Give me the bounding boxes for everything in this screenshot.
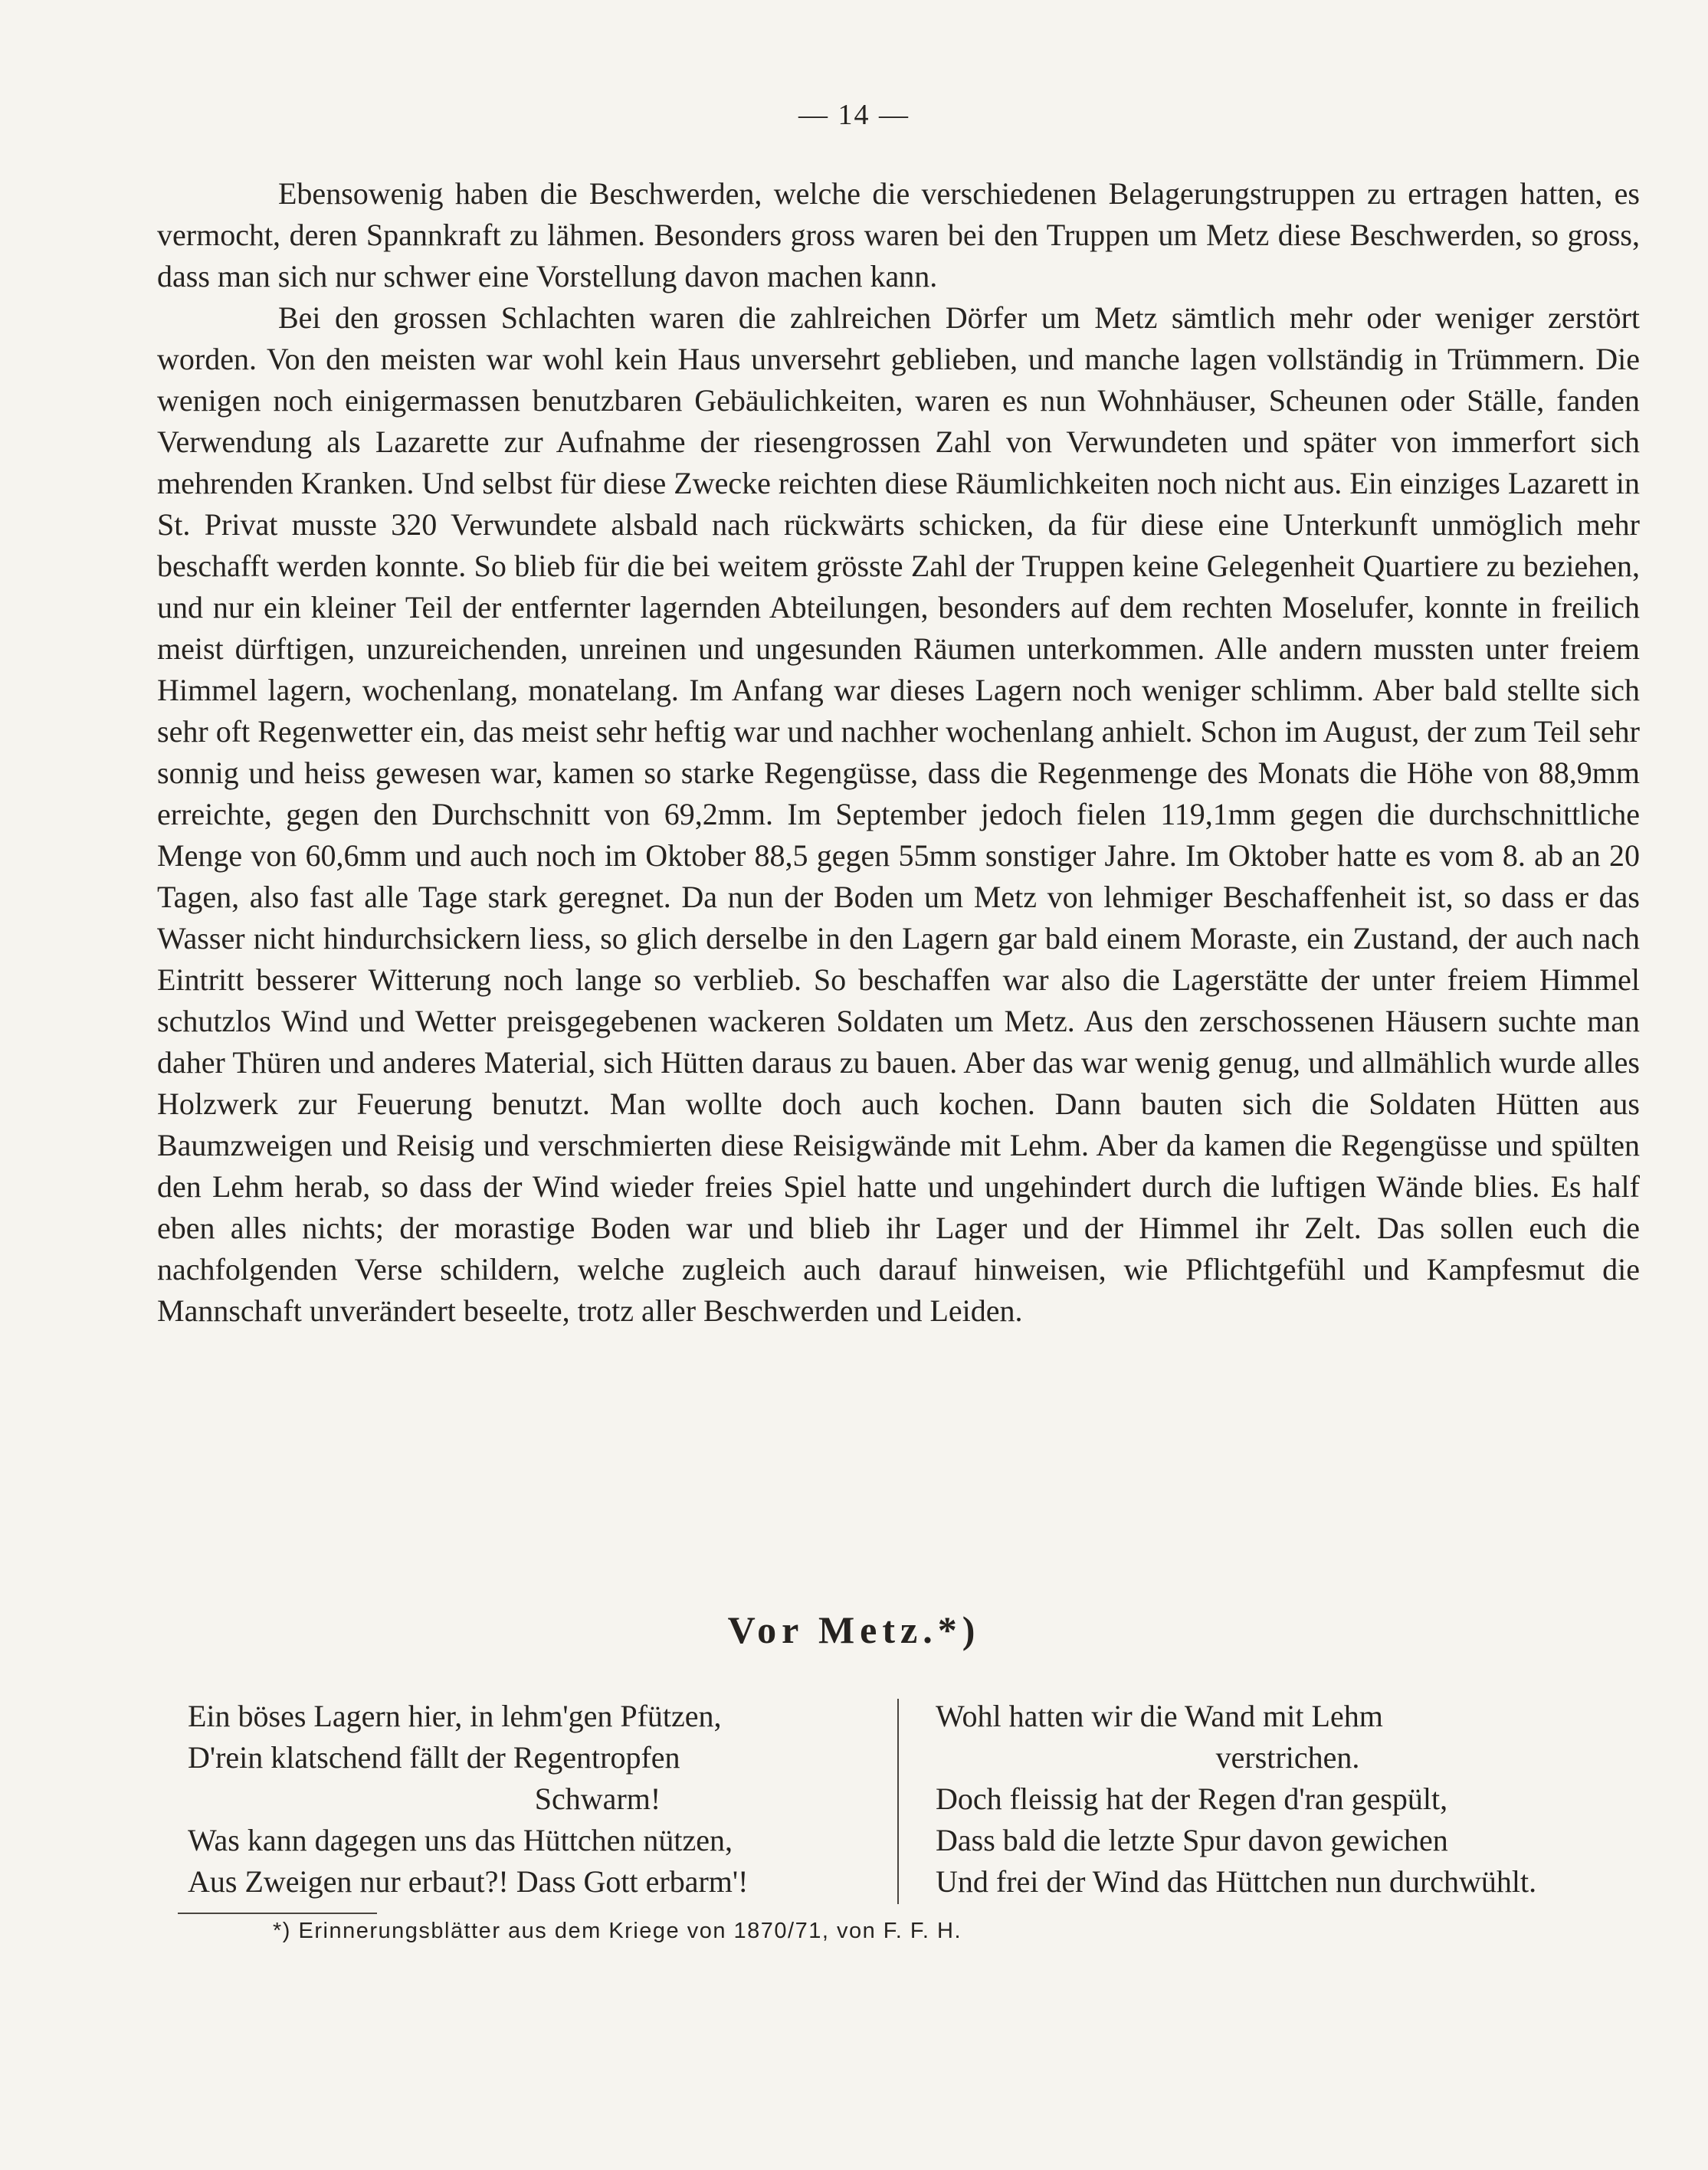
poem-line: Was kann dagegen uns das Hüttchen nützen,: [188, 1823, 733, 1857]
column-divider: [897, 1699, 899, 1904]
poem-line: Dass bald die letzte Spur davon gewichen: [936, 1823, 1448, 1857]
body-text: [157, 173, 1640, 1332]
poem-line: D'rein klatschend fällt der Regentropfen: [188, 1740, 680, 1775]
poem: [157, 1696, 1640, 1910]
poem-line: Und frei der Wind das Hüttchen nun durchwühlt.: [936, 1864, 1537, 1899]
poem-line-continuation: Schwarm!: [534, 1782, 661, 1816]
paragraph: Bei den grossen Schlachten waren die zahlreichen Dörfer um Metz sämtlich mehr oder weniger zerstört worden. Von den meisten war wohl kein Haus unversehrt geblieben, und manche lagen vollständig in Trümmern. Die wenigen noch einigermassen benutzbaren Gebäulichkeiten, waren es nun Wohnhäuser, Scheunen oder Ställe, fanden Verwendung als Lazarette zur Aufnahme der riesengrossen Zahl von Verwundeten und später von immerfort sich mehrenden Kranken. Und selbst für diese Zwecke reichten diese Räumlichkeiten noch nicht aus. Ein einziges Lazarett in St. Privat musste 320 Verwundete alsbald nach rückwärts schicken, da für diese eine Unterkunft unmöglich mehr beschafft werden konnte. So blieb für die bei weitem grösste Zahl der Truppen keine Gelegenheit Quartiere zu beziehen, und nur ein kleiner Teil der entfernter lagernden Abteilungen, besonders auf dem rechten Moselufer, konnte in freilich meist dürftigen, unzureichenden, unreinen und ungesunden Räumen unterkommen. Alle andern mussten unter freiem Himmel lagern, wochenlang, monatelang. Im Anfang war dieses Lagern noch weniger schlimm. Aber bald stellte sich sehr oft Regenwetter ein, das meist sehr heftig war und nachher wochenlang anhielt. Schon im August, der zum Teil sehr sonnig und heiss gewesen war, kamen so starke Regengüsse, dass die Regenmenge des Monats die Höhe von 88,9mm erreichte, gegen den Durchschnitt von 69,2mm. Im September jedoch fielen 119,1mm gegen die durchschnittliche Menge von 60,6mm und auch noch im Oktober 88,5 gegen 55mm sonstiger Jahre. Im Oktober hatte es vom 8. ab an 20 Tagen, also fast alle Tage stark geregnet. Da nun der Boden um Metz von lehmiger Beschaffenheit ist, so dass er das Wasser nicht hindurchsickern liess, so glich derselbe in den Lagern gar bald einem Moraste, ein Zustand, der auch nach Eintritt besserer Witterung noch lange so verblieb. So beschaffen war also die Lagerstätte der unter freiem Himmel schutzlos Wind und Wetter preisgegebenen wackeren Soldaten um Metz. Aus den zerschossenen Häusern suchte man daher Thüren und anderes Material, sich Hütten daraus zu bauen. Aber das war wenig genug, und allmählich wurde alles Holzwerk zur Feuerung benutzt. Man wollte doch auch kochen. Dann bauten sich die Soldaten Hütten aus Baumzweigen und Reisig und verschmierten diese Reisigwände mit Lehm. Aber da kamen die Regengüsse und spülten den Lehm herab, so dass der Wind wieder freies Spiel hatte und ungehindert durch die luftigen Wände blies. Es half eben alles nichts; der morastige Boden war und blieb ihr Lager und der Himmel ihr Zelt. Das sollen euch die nachfolgenden Verse schildern, welche zugleich auch darauf hinweisen, wie Pflichtgefühl und Kampfesmut die Mannschaft unverändert beseelte, trotz aller Beschwerden und Leiden.: [157, 300, 1640, 1328]
page-number: — 14 —: [798, 99, 910, 131]
footnote-rule: [178, 1913, 377, 1914]
poem-line: Ein böses Lagern hier, in lehm'gen Pfützen,: [188, 1699, 722, 1733]
paragraph: Ebensowenig haben die Beschwerden, welche die verschiedenen Belagerungstruppen zu ertragen hatten, es vermocht, deren Spannkraft zu lähmen. Besonders gross waren bei den Truppen um Metz diese Beschwerden, so gross, dass man sich nur schwer eine Vorstellung davon machen kann.: [157, 176, 1640, 293]
poem-stanza-right: [936, 1696, 1640, 1903]
poem-stanza-left: [188, 1696, 1008, 1903]
footnote: *) Erinnerungsblätter aus dem Kriege von 1870/71, von F. F. H.: [273, 1919, 962, 1943]
poem-title: Vor Metz.*): [727, 1608, 981, 1651]
poem-line-continuation: verstrichen.: [1215, 1740, 1360, 1775]
poem-line: Wohl hatten wir die Wand mit Lehm: [936, 1699, 1383, 1733]
poem-line: Doch fleissig hat der Regen d'ran gespült,: [936, 1782, 1448, 1816]
poem-line: Aus Zweigen nur erbaut?! Dass Gott erbarm'!: [188, 1864, 749, 1899]
